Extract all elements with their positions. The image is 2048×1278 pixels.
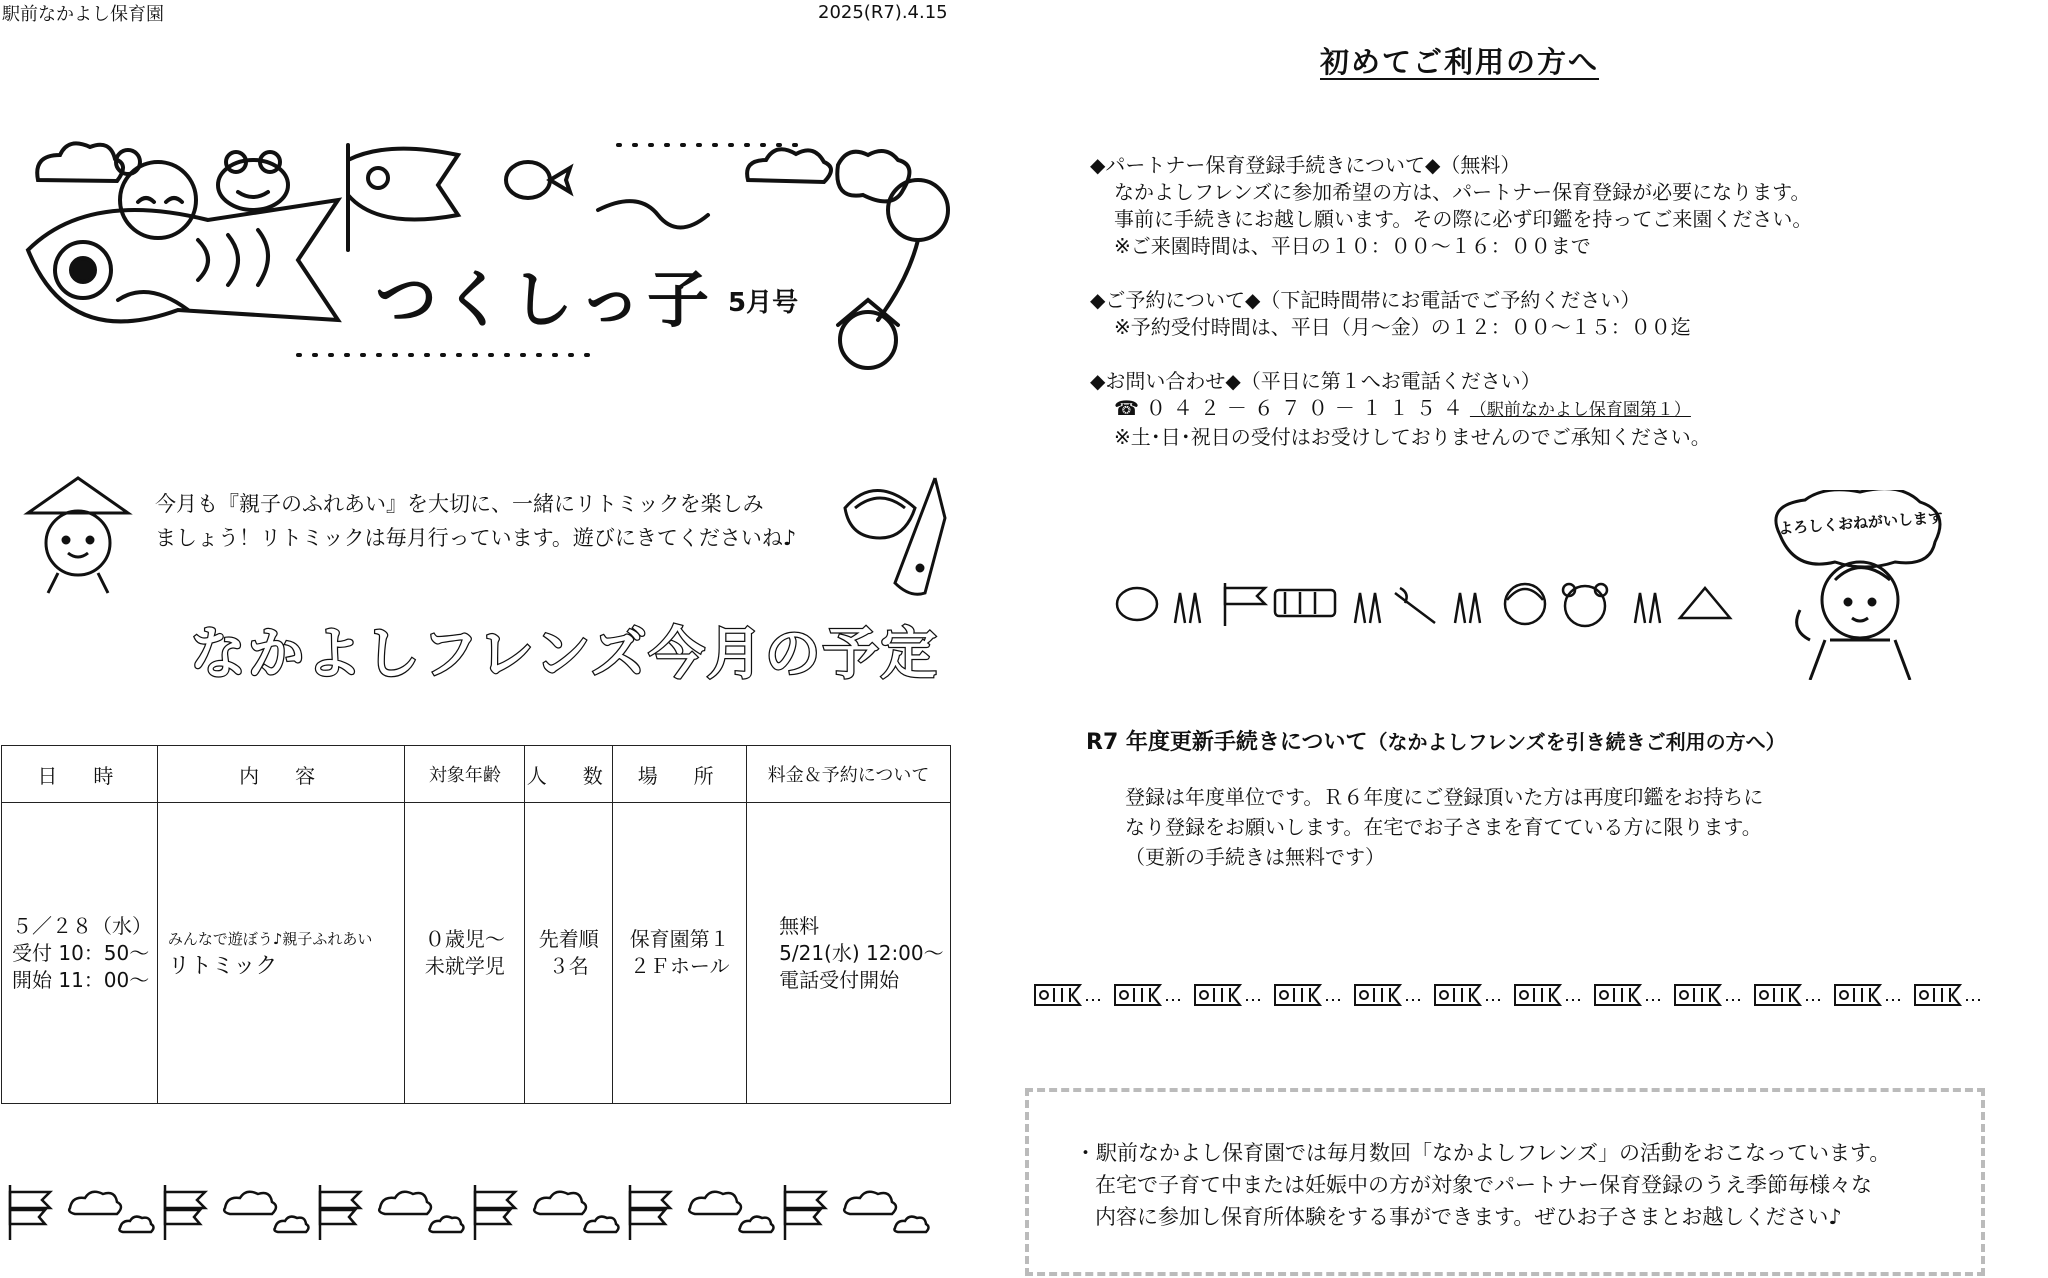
table-row [2,803,951,1104]
reservation-heading: ◆ご予約について◆（下記時間帯にお電話でご予約ください） [1090,288,1641,312]
header-capacity: 人 数 [525,746,613,803]
newsletter-issue: 5月号 [728,288,799,318]
reception-time: 受付 10：50〜 [12,940,150,965]
contact-line-2: ※土･日･祝日の受付はお受けしておりませんのでご承知ください。 [1114,425,1711,449]
content-subtitle: みんなで遊ぼう♪親子ふれあい [167,930,373,948]
greeting-text: よろしくおねがいします [1777,508,1944,538]
intro-line-2: ましょう！リトミックは毎月行っています。遊びにきてくださいね♪ [155,526,797,550]
date-line: ５／２８（水） [12,913,152,938]
contact-phone-note: （駅前なかよし保育園第１） [1469,400,1691,420]
header-fee: 料金＆予約について [747,746,951,803]
schedule-header-row [2,746,951,803]
capacity-line: 先着順 [538,927,599,951]
koinobori-cloud-border [0,1180,950,1250]
renewal-line-2: なり登録をお願いします。在宅でお子さまを育てている方に限ります。 [1125,815,1762,839]
kashiwa-mochi-illustration [840,468,970,598]
intro-message [155,487,855,555]
issue-date: 2025(R7).4.15 [818,2,948,23]
place-line: 保育園第１ [629,927,730,951]
cell-place [613,803,747,1104]
contact-heading: ◆お問い合わせ◆（平日に第１へお電話ください） [1090,369,1541,393]
capacity-line: ３名 [548,954,589,978]
renewal-body [1125,782,1763,872]
age-line: 未就学児 [424,954,505,978]
renewal-heading-sub: （なかよしフレンズを引き続きご利用の方へ） [1367,730,1786,754]
notice-line-1: ・駅前なかよし保育園では毎月数回「なかよしフレンズ」の活動をおこなっています。 [1075,1141,1891,1165]
first-time-info [1090,152,2010,451]
cell-capacity [525,803,613,1104]
notice-text [1075,1137,1890,1233]
contact-phone-number[interactable]: ☎０４２－６７０－１１５４ [1114,396,1470,420]
age-line: ０歳児〜 [424,927,505,951]
header-place: 場 所 [613,746,747,803]
first-time-title: 初めてご利用の方へ [1320,45,1600,79]
partner-line-1: なかよしフレンズに参加希望の方は、パートナー保育登録が必要になります。 [1114,180,1811,204]
schedule-title: なかよしフレンズ今月の予定 [190,622,939,687]
greeting-character [1760,490,1960,680]
fee-line: 無料 [779,913,820,938]
content-title: リトミック [167,954,278,979]
kabuto-child-illustration [18,468,138,598]
renewal-line-3: （更新の手続きは無料です） [1125,845,1385,869]
renewal-heading-main: R7 年度更新手続きについて [1086,730,1368,755]
fee-line: 5/21(水) 12:00〜 [779,940,944,965]
contact-phone-line [1090,395,2010,424]
org-name: 駅前なかよし保育園 [2,4,164,25]
header-content: 内 容 [157,746,405,803]
partner-registration-heading: ◆パートナー保育登録手続きについて◆（無料） [1090,153,1521,177]
renewal-line-1: 登録は年度単位です。Ｒ６年度にご登録頂いた方は再度印鑑をお持ちに [1125,785,1764,809]
newsletter-title: つくしっ子 [375,263,716,336]
notice-line-2: 在宅で子育て中または妊娠中の方が対象でパートナー保育登録のうえ季節毎様々な [1095,1173,1872,1197]
schedule-table [1,745,951,1104]
cell-age [405,803,525,1104]
koinobori-border [1030,970,1990,1020]
childrens-day-icons-row [1115,578,1735,630]
cell-datetime [2,803,158,1104]
place-line: ２Ｆホール [629,954,730,978]
cell-content [157,803,405,1104]
reservation-line-1: ※予約受付時間は、平日（月〜金）の１２：００〜１５：００迄 [1114,315,1691,339]
header-datetime: 日 時 [2,746,158,803]
fee-line: 電話受付開始 [779,967,900,992]
header-age: 対象年齢 [405,746,525,803]
intro-line-1: 今月も『親子のふれあい』を大切に、一緒にリトミックを楽しみ [155,492,764,516]
notice-line-3: 内容に参加し保育所体験をする事ができます。ぜひお子さまとお越しください♪ [1095,1205,1842,1229]
cell-fee [747,803,951,1104]
start-time: 開始 11：00〜 [12,967,150,992]
partner-line-3: ※ご来園時間は、平日の１０：００〜１６：００まで [1114,234,1591,258]
renewal-heading [1086,725,1786,756]
partner-line-2: 事前に手続きにお越し願います。その際に必ず印鑑を持ってご来園ください。 [1114,207,1813,231]
